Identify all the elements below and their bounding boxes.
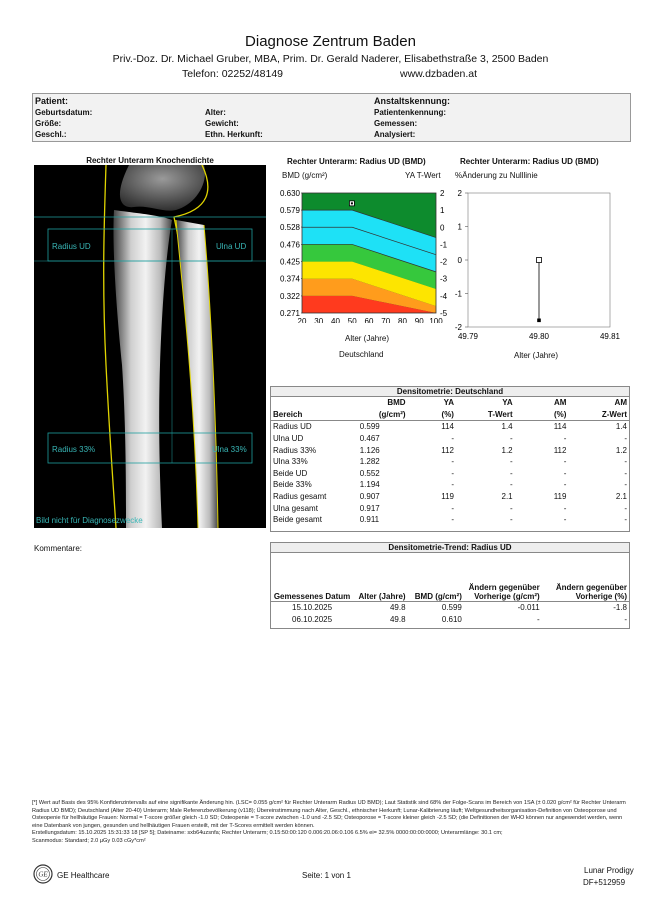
ref-ytick-left: 0.579 [279, 206, 300, 216]
dens-header-bottom: T-Wert [487, 409, 513, 419]
densitometry-value: - [451, 434, 454, 444]
measured-label: Gemessen: [374, 119, 418, 128]
trend-ytick: -2 [454, 323, 462, 332]
institution-label: Anstaltskennung: [374, 96, 451, 106]
trend-row [271, 614, 629, 626]
densitometry-value: - [509, 515, 513, 525]
footer-serial: DF+512959 [583, 878, 626, 887]
densitometry-value: - [509, 503, 513, 513]
ref-ytick-right: 2 [440, 189, 445, 198]
trend-point [537, 258, 542, 263]
trend-header-date: Gemessenes Datum [273, 592, 351, 601]
trend-ytick: 0 [457, 256, 462, 265]
ref-chart-ylabel-left: BMD (g/cm²) [282, 171, 328, 180]
ref-xtick: 30 [314, 317, 324, 323]
dens-header-bottom: Bereich [273, 409, 303, 419]
densitometry-table-box [270, 386, 630, 532]
trend-header-change-pct: Ändern gegenüber Vorherige (%) [555, 583, 627, 601]
ref-chart-title: Rechter Unterarm: Radius UD (BMD) [287, 157, 426, 166]
clinic-website: www.dzbaden.at [400, 68, 478, 80]
ref-ytick-right: 0 [440, 223, 445, 233]
footer-page: Seite: 1 von 1 [302, 871, 351, 880]
ge-logo-icon [33, 864, 53, 884]
ref-ytick-right: -4 [440, 291, 448, 301]
densitometry-value: 114 [441, 422, 454, 432]
patient-info-box [32, 93, 631, 142]
clinic-phone: Telefon: 02252/48149 [182, 68, 284, 80]
densitometry-row [271, 444, 629, 456]
densitometry-region: Ulna 33% [273, 457, 308, 467]
roi-radius-33-label: Radius 33% [52, 445, 96, 454]
densitometry-row [271, 514, 629, 526]
densitometry-value: 1.4 [615, 422, 627, 432]
forearm-xray-graphic [34, 165, 266, 528]
densitometry-region: Radius UD [273, 422, 312, 432]
ref-ytick-left: 0.322 [279, 291, 300, 301]
densitometry-row [271, 502, 629, 514]
trend-table-box [270, 542, 630, 629]
densitometry-value: - [451, 457, 454, 467]
trend-value: -0.011 [517, 603, 540, 613]
trend-value: 0.610 [441, 614, 462, 624]
clinic-title: Diagnose Zentrum Baden [245, 33, 416, 50]
trend-date: 06.10.2025 [292, 614, 333, 624]
dens-header-bottom: (%) [441, 409, 454, 419]
densitometry-value: 1.4 [501, 422, 513, 432]
densitometry-row [271, 421, 629, 433]
densitometry-region: Beide 33% [273, 480, 312, 490]
trend-ytick: 1 [457, 222, 462, 232]
densitometry-value: 119 [441, 492, 454, 502]
trend-header-bmd: BMD (g/cm²) [414, 592, 462, 601]
densitometry-row [271, 433, 629, 445]
trend-xtick: 49.81 [599, 332, 621, 341]
ref-xtick: 100 [429, 317, 443, 323]
dens-header-top: AM [554, 398, 567, 408]
densitometry-value: - [509, 480, 513, 490]
ref-ytick-right: -2 [440, 257, 448, 267]
dens-header-bottom: (%) [554, 409, 567, 419]
densitometry-value: - [509, 434, 513, 444]
densitometry-value: - [563, 468, 567, 478]
trend-value: 49.8 [389, 603, 406, 613]
ref-measurement-point-center [351, 202, 353, 204]
densitometry-table [271, 397, 629, 526]
trend-header-change-abs: Ändern gegenüber Vorherige (g/cm²) [468, 583, 540, 601]
footnote [32, 800, 628, 846]
roi-ulna-ud-label: Ulna UD [216, 242, 247, 251]
trend-value: - [537, 614, 540, 624]
ref-chart-xlabel: Alter (Jahre) [345, 334, 390, 343]
densitometry-value: 1.2 [615, 445, 627, 455]
densitometry-value: - [624, 480, 627, 490]
densitometry-row [271, 491, 629, 503]
trend-chart-ylabel: %Änderung zu Nulllinie [455, 171, 538, 180]
reference-curve-chart [270, 183, 460, 323]
ref-xtick: 90 [414, 317, 424, 323]
densitometry-value: 1.194 [359, 480, 380, 490]
ref-chart-ylabel-right: YA T-Wert [405, 171, 441, 180]
densitometry-region: Radius 33% [273, 445, 317, 455]
dens-header-top: YA [502, 398, 513, 408]
trend-table-title: Densitometrie-Trend: Radius UD [271, 543, 629, 553]
ref-ytick-left: 0.476 [279, 240, 300, 250]
roi-radius-ud-label: Radius UD [52, 242, 91, 251]
densitometry-value: 119 [553, 492, 567, 502]
trend-value: -1.8 [613, 603, 627, 613]
trend-value: 49.8 [389, 614, 406, 624]
densitometry-row [271, 468, 629, 480]
trend-header-age: Alter (Jahre) [358, 592, 406, 601]
densitometry-value: 1.126 [359, 445, 380, 455]
roi-ulna-33-label: Ulna 33% [212, 445, 247, 454]
densitometry-value: - [624, 457, 627, 467]
trend-row [271, 602, 629, 614]
densitometry-value: - [509, 468, 513, 478]
footnote-text: [*] Wert auf Basis des 95% Konfidenzintervalls auf eine signifikante Änderung hin. (LSC= 0.055 g/cm² für Rechter Unterarm Radius UD BMD); Laut Statistik sind 68% der Folge-Scans im Bereich von 1SA (± 0.020 g/cm² für Rechter Unterarm Radius UD BMD); Deutschland (Alter 20-40) Unterarm; Male Referenzbevölkerung (v118); Übereinstimmung nach Alter, Geschl., ethnischer Herkunft; Lunar-Kalibrierung läuft; Weltgesundheitsorganisation-Definition von Osteoporose und Osteopenie für hellhäutige Frauen: Normal = T-score größer gleich -1.0 SD; Osteopenie = T-score zwischen -1.0 und -2.5 SD; Osteoporose = T-score kleiner gleich -2.5 SD; (die Definitionen der WHO können nur angewendet werden, wenn eine Datenbank von jungen, gesunden und hellhäutigen Frauen ersteilt, mit der T-Scores ermittelt werden können. [32, 800, 626, 829]
ref-ytick-left: 0.374 [279, 274, 300, 284]
footer-brand: GE Healthcare [57, 871, 110, 880]
trend-chart-title: Rechter Unterarm: Radius UD (BMD) [460, 157, 599, 166]
densitometry-value: 0.552 [359, 468, 380, 478]
ref-ytick-left: 0.528 [279, 223, 300, 233]
trend-point [537, 319, 541, 323]
ref-ytick-right: -5 [440, 309, 448, 318]
densitometry-value: - [451, 515, 454, 525]
birthdate-label: Geburtsdatum: [35, 108, 93, 117]
densitometry-region: Beide gesamt [273, 515, 322, 525]
densitometry-value: - [451, 468, 454, 478]
ref-xtick: 20 [297, 317, 307, 323]
age-label: Alter: [205, 108, 226, 117]
sex-label: Geschl.: [35, 130, 67, 139]
ref-xtick: 40 [331, 317, 340, 323]
ref-xtick: 50 [347, 317, 357, 323]
reference-bands [302, 193, 436, 313]
trend-date: 15.10.2025 [292, 603, 333, 613]
footer-device: Lunar Prodigy [584, 866, 634, 875]
ref-ytick-right: 1 [440, 206, 445, 216]
ref-ytick-left: 0.271 [279, 309, 300, 318]
patient-id-label: Patientenkennung: [374, 108, 447, 117]
trend-ytick: -1 [454, 289, 462, 299]
densitometry-row [271, 456, 629, 468]
analyzed-label: Analysiert: [374, 130, 416, 139]
densitometry-value: - [624, 434, 627, 444]
densitometry-row [271, 479, 629, 491]
ref-xtick: 60 [364, 317, 374, 323]
densitometry-value: 0.911 [359, 515, 380, 525]
densitometry-region: Ulna UD [273, 434, 304, 444]
size-label: Größe: [35, 119, 62, 128]
weight-label: Gewicht: [205, 119, 239, 128]
densitometry-value: - [563, 480, 567, 490]
trend-xtick: 49.80 [528, 332, 550, 341]
densitometry-value: 112 [441, 445, 454, 455]
dens-header-bottom: (g/cm²) [378, 409, 406, 419]
ref-ytick-left: 0.630 [279, 189, 300, 198]
forearm-scan-image [34, 165, 266, 528]
densitometry-value: - [509, 457, 513, 467]
ref-xtick: 80 [398, 317, 407, 323]
dens-header-top: BMD [387, 398, 406, 408]
svg-text:GE: GE [38, 870, 48, 879]
footnote-file-info: Erstellungsdatum: 15.10.2025 15:31:33 18 [SP 5]; Dateiname: sxb64uzsnfa; Rechter Unterarm; 0.15:50:00:120 0.006:20.06:0.106 6.5% ei= 32.5% 0000:00:00:0000; Unterarmlänge: 30.1 cm; [32, 830, 503, 837]
densitometry-value: - [624, 503, 627, 513]
ref-ytick-right: -3 [440, 274, 448, 284]
ref-ytick-right: -1 [440, 240, 448, 250]
densitometry-value: 1.2 [501, 445, 513, 455]
densitometry-value: 0.907 [359, 492, 380, 502]
comments-label: Kommentare: [34, 544, 83, 553]
densitometry-value: - [563, 434, 567, 444]
densitometry-region: Radius gesamt [273, 492, 327, 502]
densitometry-value: - [563, 503, 567, 513]
trend-xtick: 49.79 [457, 332, 479, 341]
densitometry-value: 114 [553, 422, 567, 432]
densitometry-value: - [563, 457, 567, 467]
densitometry-value: - [624, 515, 627, 525]
trend-value: - [624, 614, 627, 624]
trend-chart-xlabel: Alter (Jahre) [514, 351, 559, 360]
image-disclaimer: Bild nicht für Diagnosezwecke [36, 516, 143, 525]
densitometry-region: Beide UD [273, 468, 308, 478]
trend-table [271, 553, 629, 625]
densitometry-value: - [451, 480, 454, 490]
densitometry-value: - [624, 468, 627, 478]
ref-xtick: 70 [381, 317, 391, 323]
densitometry-value: - [563, 515, 567, 525]
dens-header-bottom: Z-Wert [601, 409, 627, 419]
ethnic-label: Ethn. Herkunft: [205, 130, 263, 139]
densitometry-value: 2.1 [501, 492, 513, 502]
clinic-address: Priv.-Doz. Dr. Michael Gruber, MBA, Prim. Dr. Gerald Naderer, Elisabethstraße 3, 2500 Baden [112, 53, 549, 65]
footnote-scan-mode: Scanmodus: Standard; 2.0 µGy 0.03 cGy*cm² [32, 837, 146, 844]
densitometry-value: 2.1 [615, 492, 627, 502]
ref-ytick-left: 0.425 [279, 257, 300, 267]
ref-chart-population: Deutschland [339, 350, 384, 359]
densitometry-value: 1.282 [359, 457, 380, 467]
patient-label: Patient: [35, 96, 69, 106]
trend-chart [448, 183, 628, 348]
trend-value: 0.599 [441, 603, 462, 613]
densitometry-value: 112 [553, 445, 567, 455]
densitometry-value: 0.467 [359, 434, 380, 444]
densitometry-region: Ulna gesamt [273, 503, 318, 513]
densitometry-table-title: Densitometrie: Deutschland [271, 387, 629, 397]
densitometry-value: 0.599 [359, 422, 380, 432]
dens-header-top: YA [443, 398, 454, 408]
densitometry-value: 0.917 [359, 503, 380, 513]
dens-header-top: AM [614, 398, 627, 408]
densitometry-value: - [451, 503, 454, 513]
dens-header-top [271, 397, 358, 409]
trend-ytick: 2 [457, 189, 462, 198]
scan-image-title: Rechter Unterarm Knochendichte [86, 156, 214, 165]
